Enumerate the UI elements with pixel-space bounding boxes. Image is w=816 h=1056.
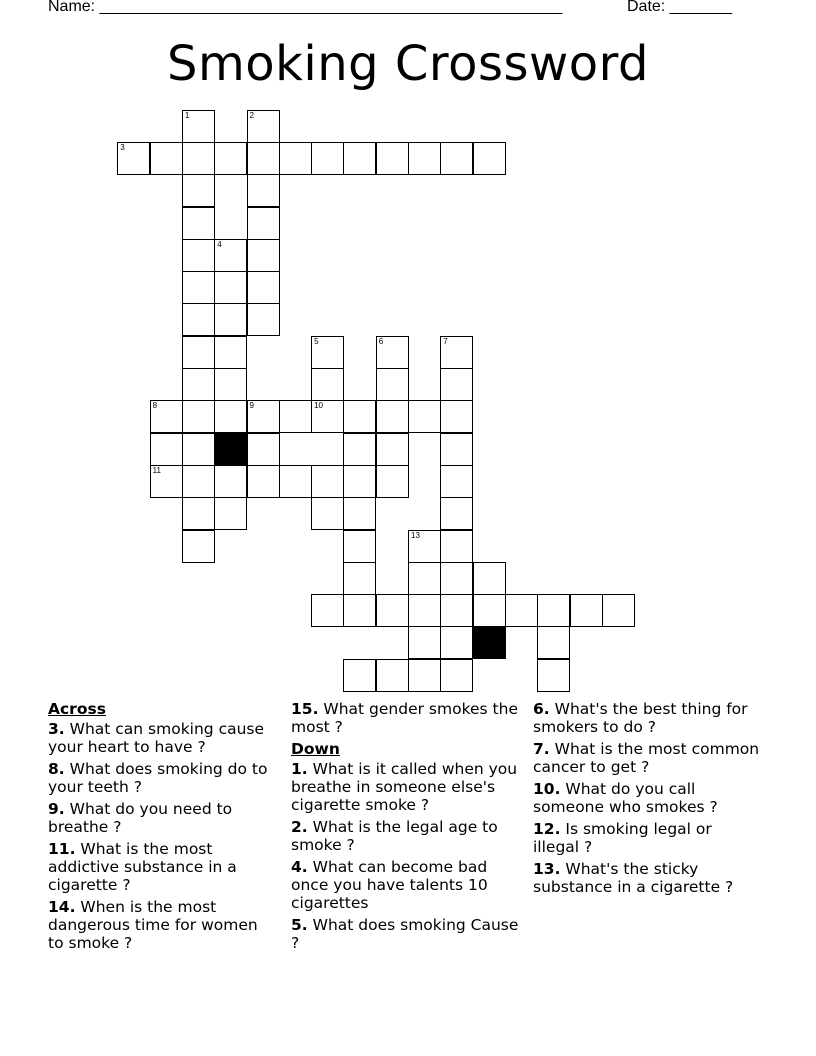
grid-cell[interactable] [214, 465, 247, 498]
grid-cell[interactable] [311, 400, 344, 433]
grid-cell[interactable] [182, 142, 215, 175]
grid-cell[interactable] [343, 465, 376, 498]
grid-cell[interactable] [376, 142, 409, 175]
grid-cell[interactable] [182, 497, 215, 530]
grid-cell[interactable] [537, 659, 570, 692]
clue-number: 6 [378, 336, 384, 346]
grid-cell[interactable] [570, 594, 603, 627]
clue-across-11: 11. What is the most addictive substance in a cigarette ? [48, 840, 237, 894]
grid-cell[interactable] [408, 562, 441, 595]
grid-cell[interactable] [343, 659, 376, 692]
grid-block [473, 626, 506, 659]
grid-cell[interactable] [376, 659, 409, 692]
grid-cell[interactable] [279, 465, 312, 498]
clue-number: 13 [411, 530, 420, 540]
grid-cell[interactable] [247, 110, 280, 143]
grid-cell[interactable] [440, 626, 473, 659]
grid-cell[interactable] [214, 368, 247, 401]
grid-cell[interactable] [279, 142, 312, 175]
grid-cell[interactable] [247, 207, 280, 240]
clue-across-15: 15. What gender smokes the most ? [291, 700, 518, 736]
grid-cell[interactable] [182, 207, 215, 240]
grid-cell[interactable] [214, 400, 247, 433]
grid-cell[interactable] [182, 433, 215, 466]
grid-cell[interactable] [343, 433, 376, 466]
grid-cell[interactable] [440, 659, 473, 692]
clue-across-3: 3. What can smoking cause your heart to have ? [48, 720, 265, 756]
grid-cell[interactable] [311, 368, 344, 401]
grid-cell[interactable] [343, 530, 376, 563]
grid-cell[interactable] [279, 400, 312, 433]
grid-cell[interactable] [408, 659, 441, 692]
clue-number: 9 [249, 401, 254, 411]
grid-cell[interactable] [440, 368, 473, 401]
grid-cell[interactable] [182, 465, 215, 498]
grid-cell[interactable] [150, 465, 183, 498]
clue-number: 10 [314, 401, 323, 411]
grid-cell[interactable] [408, 530, 441, 563]
grid-cell[interactable] [182, 239, 215, 272]
clue-column-3 [533, 700, 761, 900]
grid-cell[interactable] [408, 400, 441, 433]
grid-cell[interactable] [247, 465, 280, 498]
grid-cell[interactable] [440, 433, 473, 466]
grid-cell[interactable] [537, 594, 570, 627]
date-field[interactable]: Date: _______ [627, 0, 732, 15]
grid-cell[interactable] [343, 400, 376, 433]
grid-cell[interactable] [408, 142, 441, 175]
grid-cell[interactable] [440, 336, 473, 369]
grid-cell[interactable] [214, 336, 247, 369]
grid-cell[interactable] [440, 142, 473, 175]
grid-cell[interactable] [376, 594, 409, 627]
grid-cell[interactable] [408, 594, 441, 627]
name-field[interactable]: Name: ____________________________________________________ [48, 0, 563, 15]
grid-cell[interactable] [311, 142, 344, 175]
clue-number: 8 [152, 401, 158, 411]
grid-cell[interactable] [247, 433, 280, 466]
grid-cell[interactable] [343, 594, 376, 627]
grid-cell[interactable] [440, 465, 473, 498]
grid-cell[interactable] [311, 336, 344, 369]
grid-cell[interactable] [214, 497, 247, 530]
grid-cell[interactable] [602, 594, 635, 627]
clue-down-4: 4. What can become bad once you have talents 10 cigarettes [291, 858, 488, 912]
grid-cell[interactable] [343, 142, 376, 175]
clue-down-12: 12. Is smoking legal or illegal ? [533, 820, 712, 856]
grid-cell[interactable] [182, 368, 215, 401]
grid-cell[interactable] [376, 368, 409, 401]
grid-cell[interactable] [473, 594, 506, 627]
clue-number: 11 [152, 465, 161, 475]
grid-cell[interactable] [182, 400, 215, 433]
clue-down-10: 10. What do you call someone who smokes ? [533, 780, 718, 816]
grid-cell[interactable] [182, 174, 215, 207]
grid-cell[interactable] [505, 594, 538, 627]
grid-cell[interactable] [440, 562, 473, 595]
clue-down-2: 2. What is the legal age to smoke ? [291, 818, 498, 854]
clue-across-8: 8. What does smoking do to your teeth ? [48, 760, 268, 796]
grid-cell[interactable] [247, 142, 280, 175]
clue-column-2 [291, 700, 519, 956]
grid-cell[interactable] [343, 562, 376, 595]
clue-across-14: 14. When is the most dangerous time for women to smoke ? [48, 898, 258, 952]
grid-cell[interactable] [247, 400, 280, 433]
grid-cell[interactable] [440, 497, 473, 530]
grid-cell[interactable] [408, 626, 441, 659]
grid-cell[interactable] [376, 400, 409, 433]
clue-down-6: 6. What's the best thing for smokers to do ? [533, 700, 748, 736]
grid-cell[interactable] [376, 465, 409, 498]
grid-cell[interactable] [247, 303, 280, 336]
across-heading: Across [48, 700, 106, 718]
grid-cell[interactable] [214, 271, 247, 304]
down-heading: Down [291, 740, 340, 758]
clue-number: 2 [249, 110, 254, 120]
clue-number: 1 [184, 110, 190, 120]
grid-cell[interactable] [247, 174, 280, 207]
grid-cell[interactable] [473, 142, 506, 175]
clue-down-7: 7. What is the most common cancer to get ? [533, 740, 760, 776]
grid-cell[interactable] [537, 626, 570, 659]
grid-cell[interactable] [311, 594, 344, 627]
grid-cell[interactable] [473, 562, 506, 595]
grid-block [214, 433, 247, 466]
grid-cell[interactable] [150, 433, 183, 466]
clue-across-9: 9. What do you need to breathe ? [48, 800, 233, 836]
grid-cell[interactable] [182, 303, 215, 336]
grid-cell[interactable] [311, 497, 344, 530]
grid-cell[interactable] [440, 594, 473, 627]
grid-cell[interactable] [214, 239, 247, 272]
clue-number: 7 [443, 336, 448, 346]
clue-down-5: 5. What does smoking Cause ? [291, 916, 519, 952]
grid-cell[interactable] [214, 142, 247, 175]
clue-column-1 [48, 700, 276, 956]
grid-cell[interactable] [343, 497, 376, 530]
grid-cell[interactable] [311, 465, 344, 498]
clue-down-13: 13. What's the sticky substance in a cigarette ? [533, 860, 734, 896]
grid-cell[interactable] [117, 142, 150, 175]
clue-number: 5 [314, 336, 319, 346]
grid-cell[interactable] [247, 271, 280, 304]
grid-cell[interactable] [376, 336, 409, 369]
grid-cell[interactable] [247, 239, 280, 272]
page-title: Smoking Crossword [167, 36, 649, 92]
grid-cell[interactable] [440, 530, 473, 563]
grid-cell[interactable] [182, 530, 215, 563]
grid-cell[interactable] [182, 336, 215, 369]
clue-number: 4 [217, 239, 222, 249]
grid-cell[interactable] [182, 271, 215, 304]
clue-down-1: 1. What is it called when you breathe in someone else's cigarette smoke ? [291, 760, 518, 814]
grid-cell[interactable] [182, 110, 215, 143]
grid-cell[interactable] [150, 142, 183, 175]
grid-cell[interactable] [150, 400, 183, 433]
clue-number: 3 [120, 142, 125, 152]
grid-cell[interactable] [376, 433, 409, 466]
grid-cell[interactable] [440, 400, 473, 433]
grid-cell[interactable] [214, 303, 247, 336]
